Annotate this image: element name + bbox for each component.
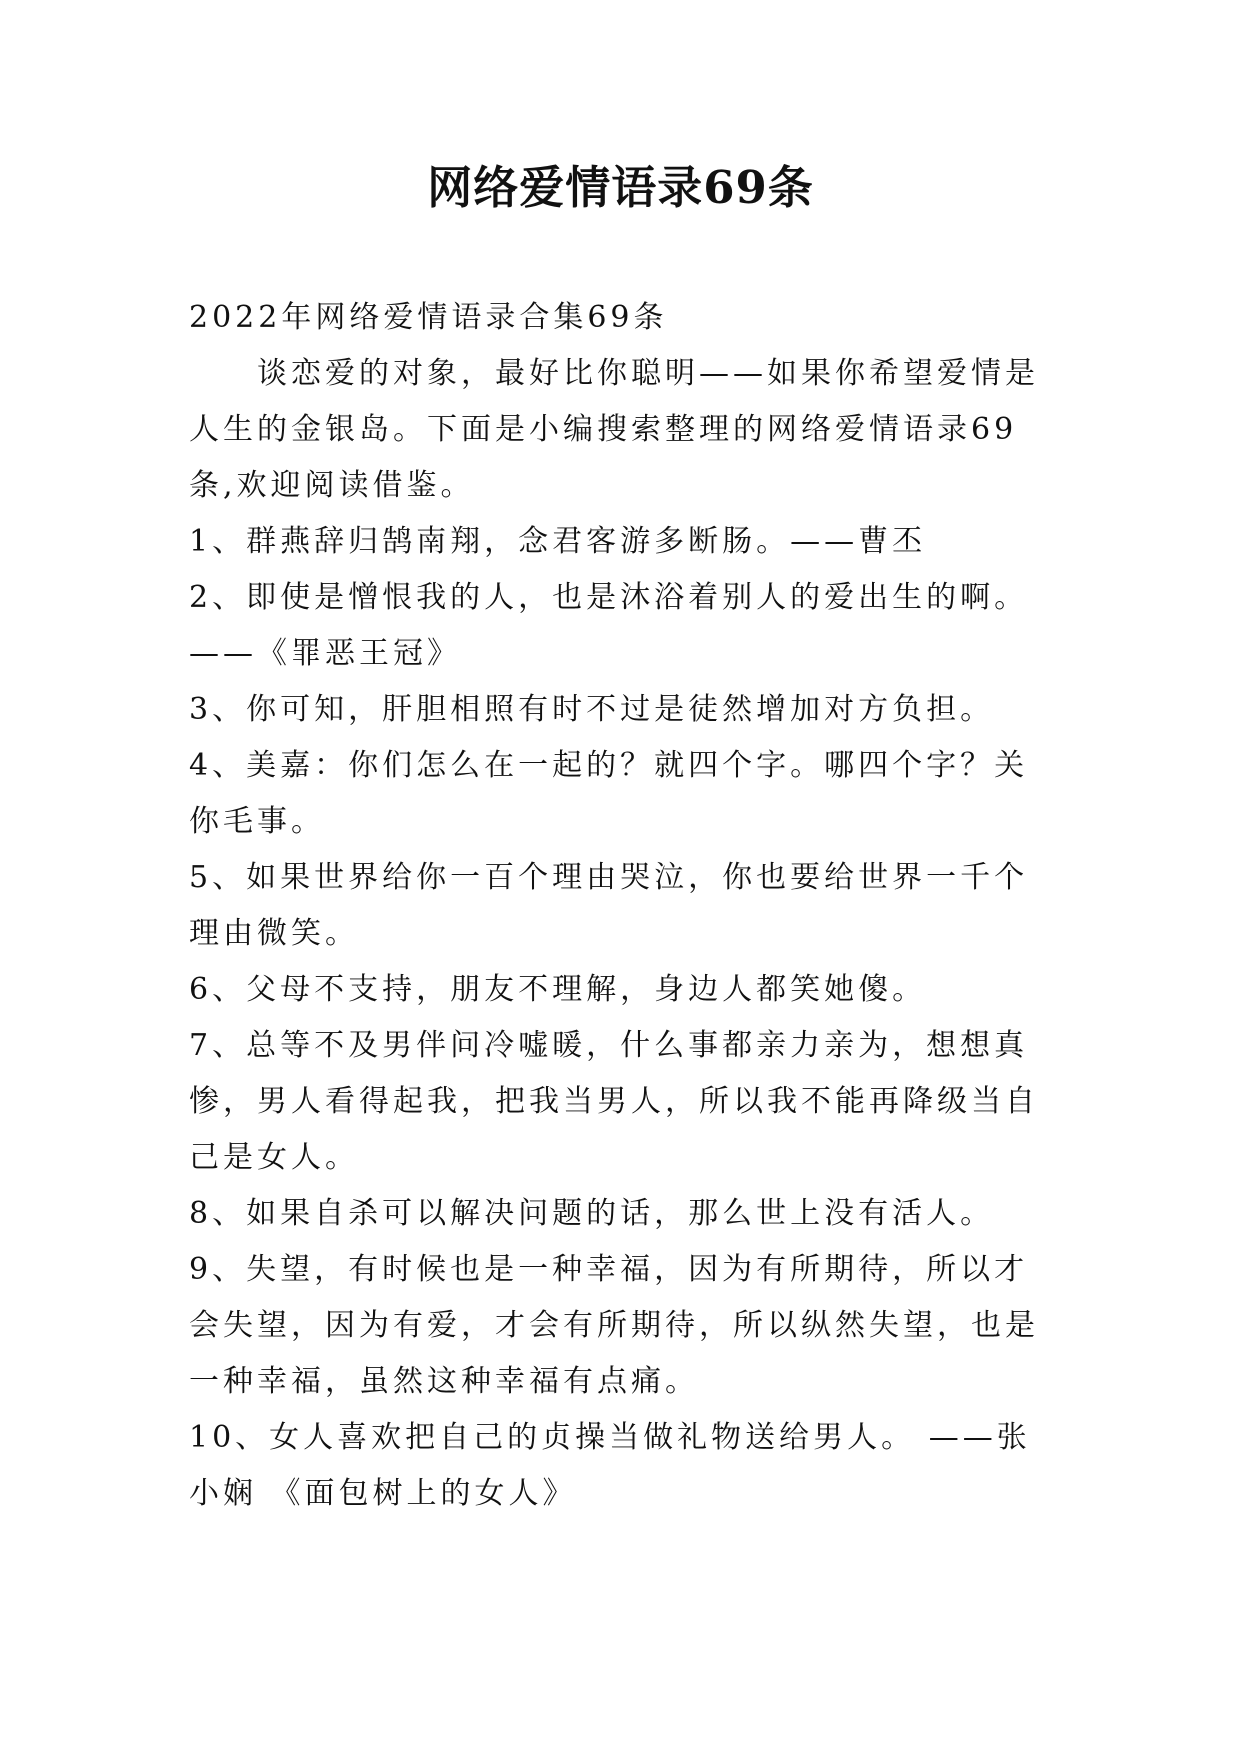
- document-subtitle: 2022年网络爱情语录合集69条: [189, 300, 668, 335]
- quote-item: 2、即使是憎恨我的人，也是沐浴着别人的爱出生的啊。——《罪恶王冠》: [189, 580, 1029, 671]
- quote-item: 1、群燕辞归鹄南翔，念君客游多断肠。——曹丕: [189, 524, 927, 559]
- quote-item: 3、你可知，肝胆相照有时不过是徒然增加对方负担。: [189, 692, 995, 727]
- quote-item: 6、父母不支持，朋友不理解，身边人都笑她傻。: [189, 972, 927, 1007]
- quote-item: 8、如果自杀可以解决问题的话，那么世上没有活人。: [189, 1196, 995, 1231]
- quote-item: 4、美嘉：你们怎么在一起的？就四个字。哪四个字？关你毛事。: [189, 748, 1029, 839]
- quote-item: 9、失望，有时候也是一种幸福，因为有所期待，所以才会失望，因为有爱，才会有所期待，所以纵然失望，也是一种幸福，虽然这种幸福有点痛。: [189, 1252, 1039, 1399]
- quote-item: 10、女人喜欢把自己的贞操当做礼物送给男人。 ——张小娴 《面包树上的女人》: [189, 1420, 1031, 1511]
- document-title: 网络爱情语录69条: [427, 161, 814, 214]
- document-body: [189, 290, 1059, 1522]
- intro-paragraph: 谈恋爱的对象，最好比你聪明——如果你希望爱情是人生的金银岛。下面是小编搜索整理的网络爱情语录69条,欢迎阅读借鉴。: [189, 356, 1039, 503]
- quote-item: 7、总等不及男伴问冷嘘暖，什么事都亲力亲为，想想真惨，男人看得起我，把我当男人，所以我不能再降级当自己是女人。: [189, 1028, 1039, 1175]
- quote-item: 5、如果世界给你一百个理由哭泣，你也要给世界一千个理由微笑。: [189, 860, 1029, 951]
